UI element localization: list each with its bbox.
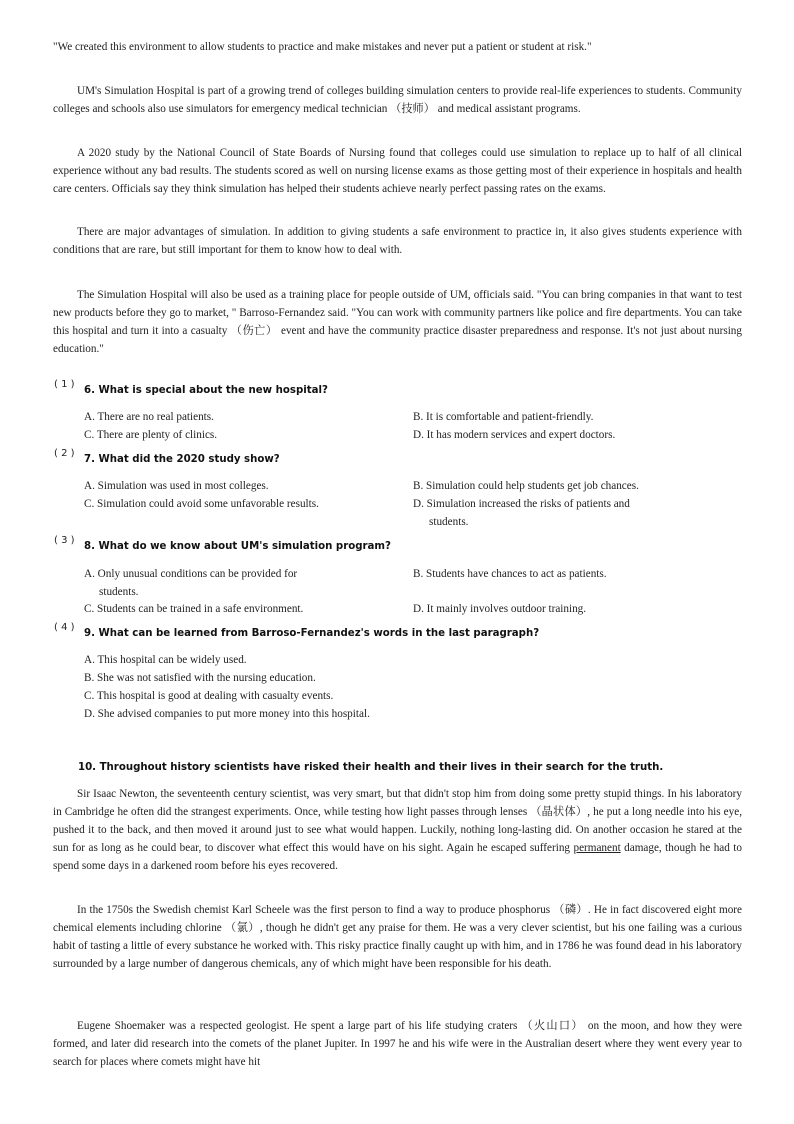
passage1-paragraph-1: UM's Simulation Hospital is part of a growing trend of colleges building simulation centers to provide real-life experiences to students. Community colleges and schools also use simulators for emergency medical technician （技师） and medical assistant programs. (53, 85, 742, 115)
passage1-paragraph-4: The Simulation Hospital will also be used as a training place for people outside of UM, officials said. "You can bring companies in that want to test new products before they go to market, " Barroso-Fernandez said. "You can work with community partners like police and fire departments. You can take this hospital and turn it into a casualty （伤亡） event and have the community practice disaster preparedness and response. It's not just about nursing education." (53, 289, 742, 355)
underlined-word: permanent (573, 842, 621, 854)
passage2-title: 10. Throughout history scientists have risked their health and their lives in their search for the truth. (78, 762, 664, 773)
answer-option[interactable]: B. It is comfortable and patient-friendly. (413, 411, 594, 423)
answer-option[interactable]: B. Students have chances to act as patients. (413, 568, 607, 580)
passage2-paragraph-1 (53, 785, 742, 875)
answer-option[interactable]: A. Only unusual conditions can be provided for (84, 568, 298, 580)
answer-option[interactable]: D. Simulation increased the risks of patients and (413, 498, 630, 510)
question-title: 7. What did the 2020 study show? (84, 454, 280, 465)
question-title: 6. What is special about the new hospital? (84, 385, 328, 396)
answer-option[interactable]: B. Simulation could help students get job chances. (413, 480, 639, 492)
answer-option[interactable]: D. It mainly involves outdoor training. (413, 603, 587, 615)
question-number: ( 4 ) (54, 622, 75, 633)
answer-option[interactable]: A. Simulation was used in most colleges. (84, 480, 269, 492)
answer-option[interactable]: D. It has modern services and expert doctors. (413, 429, 616, 441)
answer-option[interactable]: C. This hospital is good at dealing with casualty events. (84, 690, 334, 702)
passage1-quote: "We created this environment to allow students to practice and make mistakes and never put a patient or student at risk." (53, 41, 592, 53)
passage2-paragraph-3: Eugene Shoemaker was a respected geologist. He spent a large part of his life studying craters （火山口） on the moon, and how they were formed, and later did research into the comets of the planet Jupiter. In 1997 he and his wife were in the Australian desert where they went every year to search for places where comets might have hit (53, 1020, 742, 1068)
answer-option[interactable]: C. There are plenty of clinics. (84, 429, 218, 441)
passage2-paragraph-1-part-b: damage, though he had to spend some days in a darkened room before his eyes recovered. (53, 842, 742, 872)
question-title: 8. What do we know about UM's simulation program? (84, 541, 391, 552)
answer-option[interactable]: A. There are no real patients. (84, 411, 214, 423)
answer-option[interactable]: D. She advised companies to put more money into this hospital. (84, 708, 370, 720)
answer-option-continued: students. (99, 586, 139, 598)
answer-option[interactable]: B. She was not satisfied with the nursing education. (84, 672, 316, 684)
question-number: ( 3 ) (54, 535, 75, 546)
passage1-paragraph-2: A 2020 study by the National Council of State Boards of Nursing found that colleges could use simulation to replace up to half of all clinical experience without any bad results. The students scored as well on nursing license exams as those getting most of their experience in hospitals and health care centers. Officials say they think simulation has helped their students achieve nearly perfect passing rates on the exams. (53, 147, 742, 195)
question-number: ( 2 ) (54, 448, 75, 459)
answer-option[interactable]: A. This hospital can be widely used. (84, 654, 247, 666)
question-title: 9. What can be learned from Barroso-Fernandez's words in the last paragraph? (84, 628, 540, 639)
question-number: ( 1 ) (54, 379, 75, 390)
passage2-paragraph-1-part-a: Sir Isaac Newton, the seventeenth century scientist, was very smart, but that didn't stop him from doing some pretty stupid things. In his laboratory in Cambridge he often did the strangest experiments. Once, while testing how light passes through lenses （晶状体）, he put a long needle into his eye, pushed it to the back, and then moved it around just to see what would happen. Luckily, nothing long-lasting did. On another occasion he stared at the sun for as long as he could bear, to discover what effect this would have on his sight. Again he escaped suffering (53, 788, 742, 854)
answer-option-continued: students. (429, 516, 469, 528)
answer-option[interactable]: C. Simulation could avoid some unfavorable results. (84, 498, 319, 510)
passage1-paragraph-3: There are major advantages of simulation. In addition to giving students a safe environment to practice in, it also gives students experience with conditions that are rare, but still important for them to know how to deal with. (53, 226, 742, 256)
passage2-paragraph-2: In the 1750s the Swedish chemist Karl Scheele was the first person to find a way to produce phosphorus （磷）. He in fact discovered eight more chemical elements including chlorine （氯）, though he didn't get any praise for them. He was a very clever scientist, but his one failing was a curious habit of tasting a little of every substance he worked with. This risky practice finally caught up with him, and in 1786 he was found dead in his laboratory surrounded by a large number of dangerous chemicals, any of which might have been responsible for his death. (53, 904, 742, 970)
answer-option[interactable]: C. Students can be trained in a safe environment. (84, 603, 304, 615)
